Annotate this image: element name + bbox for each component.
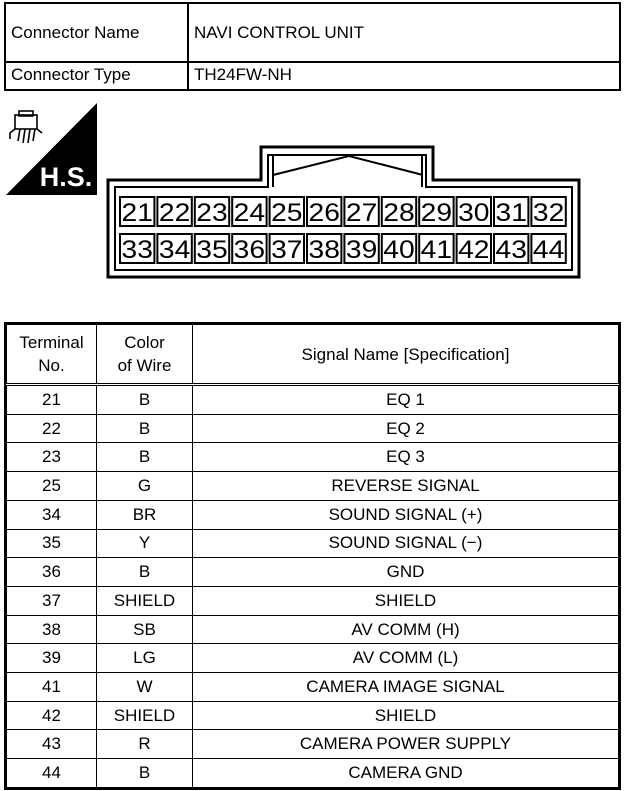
pin-number: 25 bbox=[271, 199, 303, 227]
pin-number: 36 bbox=[233, 236, 266, 264]
pin-number: 33 bbox=[121, 236, 153, 264]
connector-face-diagram bbox=[106, 143, 581, 279]
pin-number: 23 bbox=[196, 199, 228, 227]
table-row bbox=[7, 500, 619, 529]
connector-header-table bbox=[4, 2, 621, 91]
wire-color-cell: B bbox=[97, 759, 193, 788]
wire-color-cell: LG bbox=[97, 644, 193, 673]
harness-side-badge bbox=[6, 103, 97, 195]
wire-color-cell: Y bbox=[97, 529, 193, 558]
connector-type-value: TH24FW-NH bbox=[194, 65, 292, 84]
table-row bbox=[7, 472, 619, 501]
terminal-cell: 23 bbox=[7, 443, 97, 472]
terminal-table bbox=[4, 322, 621, 790]
terminal-cell: 25 bbox=[7, 472, 97, 501]
wire-color-cell: W bbox=[97, 673, 193, 702]
wire-color-cell: B bbox=[97, 443, 193, 472]
signal-name-cell: AV COMM (L) bbox=[193, 644, 619, 673]
table-row bbox=[7, 586, 619, 615]
table-row bbox=[7, 701, 619, 730]
wire-color-cell: B bbox=[97, 414, 193, 443]
terminal-table-body bbox=[7, 385, 619, 788]
hs-label: H.S. bbox=[39, 162, 93, 192]
pin-number: 43 bbox=[495, 236, 527, 264]
pin-number: 29 bbox=[420, 199, 453, 227]
connector-name-value: NAVI CONTROL UNIT bbox=[194, 22, 365, 42]
signal-name-cell: CAMERA GND bbox=[193, 759, 619, 788]
terminal-cell: 39 bbox=[7, 644, 97, 673]
pin-number: 22 bbox=[158, 199, 191, 227]
terminal-cell: 35 bbox=[7, 529, 97, 558]
table-row bbox=[7, 759, 619, 788]
terminal-cell: 37 bbox=[7, 586, 97, 615]
terminal-header-line2: No. bbox=[38, 356, 65, 375]
pin-number: 26 bbox=[308, 199, 340, 227]
signal-name-cell: SHIELD bbox=[193, 586, 619, 615]
wire-color-cell: G bbox=[97, 472, 193, 501]
wire-color-cell: B bbox=[97, 558, 193, 587]
table-row bbox=[7, 730, 619, 759]
table-row bbox=[7, 529, 619, 558]
bottom-pin-row bbox=[120, 234, 566, 264]
terminal-no-header bbox=[7, 325, 97, 385]
table-row bbox=[7, 558, 619, 587]
pin-number: 28 bbox=[383, 199, 415, 227]
pin-number: 30 bbox=[458, 199, 490, 227]
top-pin-row bbox=[120, 197, 566, 227]
pin-number: 40 bbox=[383, 236, 415, 264]
wire-color-cell: SHIELD bbox=[97, 701, 193, 730]
pin-number: 44 bbox=[532, 236, 565, 264]
wire-color-cell: R bbox=[97, 730, 193, 759]
pin-number: 38 bbox=[308, 236, 340, 264]
signal-name-cell: EQ 1 bbox=[193, 385, 619, 415]
signal-name-cell: AV COMM (H) bbox=[193, 615, 619, 644]
signal-name-cell: GND bbox=[193, 558, 619, 587]
pin-number: 42 bbox=[458, 236, 490, 264]
table-row bbox=[7, 673, 619, 702]
pin-number: 21 bbox=[121, 199, 153, 227]
signal-name-header: Signal Name [Specification] bbox=[193, 325, 619, 385]
signal-name-cell: EQ 3 bbox=[193, 443, 619, 472]
pin-number: 24 bbox=[233, 199, 266, 227]
wire-color-cell: SB bbox=[97, 615, 193, 644]
table-row bbox=[7, 385, 619, 415]
signal-name-cell: EQ 2 bbox=[193, 414, 619, 443]
connector-name-row bbox=[6, 4, 619, 63]
table-row bbox=[7, 644, 619, 673]
terminal-cell: 34 bbox=[7, 500, 97, 529]
pin-number: 31 bbox=[495, 199, 527, 227]
wire-color-cell: SHIELD bbox=[97, 586, 193, 615]
signal-name-cell: CAMERA IMAGE SIGNAL bbox=[193, 673, 619, 702]
pin-number: 32 bbox=[532, 199, 565, 227]
wire-color-cell: B bbox=[97, 385, 193, 415]
pin-number: 35 bbox=[196, 236, 228, 264]
pin-number: 41 bbox=[420, 236, 453, 264]
pin-number: 39 bbox=[345, 236, 378, 264]
table-row bbox=[7, 414, 619, 443]
terminal-cell: 36 bbox=[7, 558, 97, 587]
terminal-cell: 21 bbox=[7, 385, 97, 415]
color-header-line2: of Wire bbox=[117, 356, 172, 375]
connector-type-label: Connector Type bbox=[6, 61, 189, 89]
wire-color-cell: BR bbox=[97, 500, 193, 529]
terminal-cell: 22 bbox=[7, 414, 97, 443]
connector-name-label: Connector Name bbox=[6, 4, 189, 61]
color-header-line1: Color bbox=[124, 333, 165, 352]
pin-number: 34 bbox=[158, 236, 191, 264]
terminal-cell: 42 bbox=[7, 701, 97, 730]
table-row bbox=[7, 443, 619, 472]
signal-name-cell: SOUND SIGNAL (−) bbox=[193, 529, 619, 558]
connector-harness-side-icon bbox=[10, 111, 42, 143]
signal-name-cell: REVERSE SIGNAL bbox=[193, 472, 619, 501]
signal-name-cell: SHIELD bbox=[193, 701, 619, 730]
signal-name-cell: CAMERA POWER SUPPLY bbox=[193, 730, 619, 759]
pin-number: 27 bbox=[345, 199, 378, 227]
signal-name-cell: SOUND SIGNAL (+) bbox=[193, 500, 619, 529]
table-row bbox=[7, 615, 619, 644]
terminal-cell: 43 bbox=[7, 730, 97, 759]
color-of-wire-header bbox=[97, 325, 193, 385]
terminal-cell: 38 bbox=[7, 615, 97, 644]
terminal-cell: 44 bbox=[7, 759, 97, 788]
terminal-cell: 41 bbox=[7, 673, 97, 702]
pin-number: 37 bbox=[271, 236, 303, 264]
terminal-header-line1: Terminal bbox=[19, 333, 84, 352]
connector-type-row bbox=[6, 61, 619, 89]
